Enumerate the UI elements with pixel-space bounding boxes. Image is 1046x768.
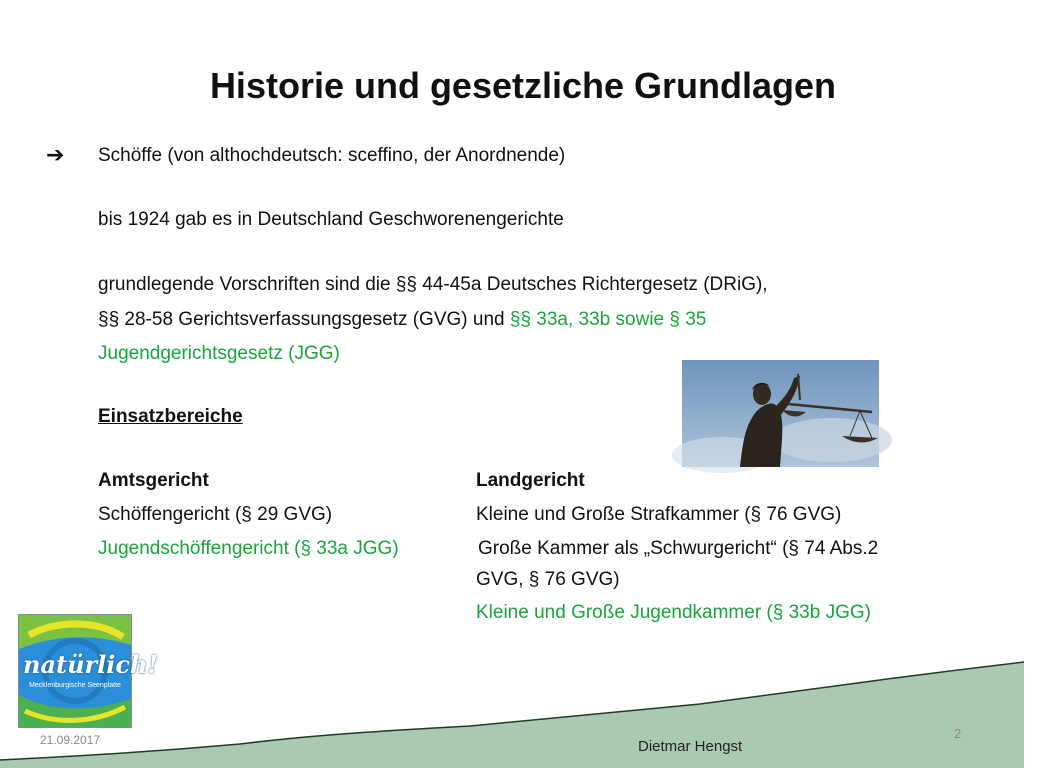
landgericht-item-2b: GVG, § 76 GVG) [476,569,620,590]
arrow-right-icon: ➔ [46,142,65,167]
column-heading-landgericht: Landgericht [476,470,585,491]
landgericht-item-1: Kleine und Große Strafkammer (§ 76 GVG) [476,504,842,525]
justitia-statue-image [682,360,879,467]
logo-subtext: Mecklenburgische Seenplatte [29,682,121,689]
section-heading-einsatzbereiche: Einsatzbereiche [98,406,243,427]
landgericht-item-2a: Große Kammer als „Schwurgericht“ (§ 74 Abs.2 [478,538,879,559]
text-line-schoeffe: Schöffe (von althochdeutsch: sceffino, der Anordnende) [98,145,566,166]
natuerlich-logo [18,614,159,728]
logo-text: natürlich! [23,650,159,679]
text-gvg-black: §§ 28-58 Gerichtsverfassungsgesetz (GVG) und [98,309,510,330]
text-line-geschworene: bis 1924 gab es in Deutschland Geschworenengerichte [98,209,564,230]
text-gvg-green: §§ 33a, 33b sowie § 35 [509,309,707,330]
text-line-jgg: Jugendgerichtsgesetz (JGG) [98,343,340,364]
amtsgericht-item-1: Schöffengericht (§ 29 GVG) [98,504,333,525]
footer-author: Dietmar Hengst [638,738,743,755]
amtsgericht-item-2: Jugendschöffengericht (§ 33a JGG) [98,538,399,559]
column-heading-amtsgericht: Amtsgericht [98,470,209,491]
footer-page-number: 2 [954,726,962,741]
footer-date: 21.09.2017 [40,733,101,747]
landgericht-item-3: Kleine und Große Jugendkammer (§ 33b JGG) [476,602,871,623]
text-line-gvg [98,307,706,333]
text-line-vorschriften: grundlegende Vorschriften sind die §§ 44-45a Deutsches Richtergesetz (DRiG), [98,274,768,295]
slide-title: Historie und gesetzliche Grundlagen [209,65,837,106]
